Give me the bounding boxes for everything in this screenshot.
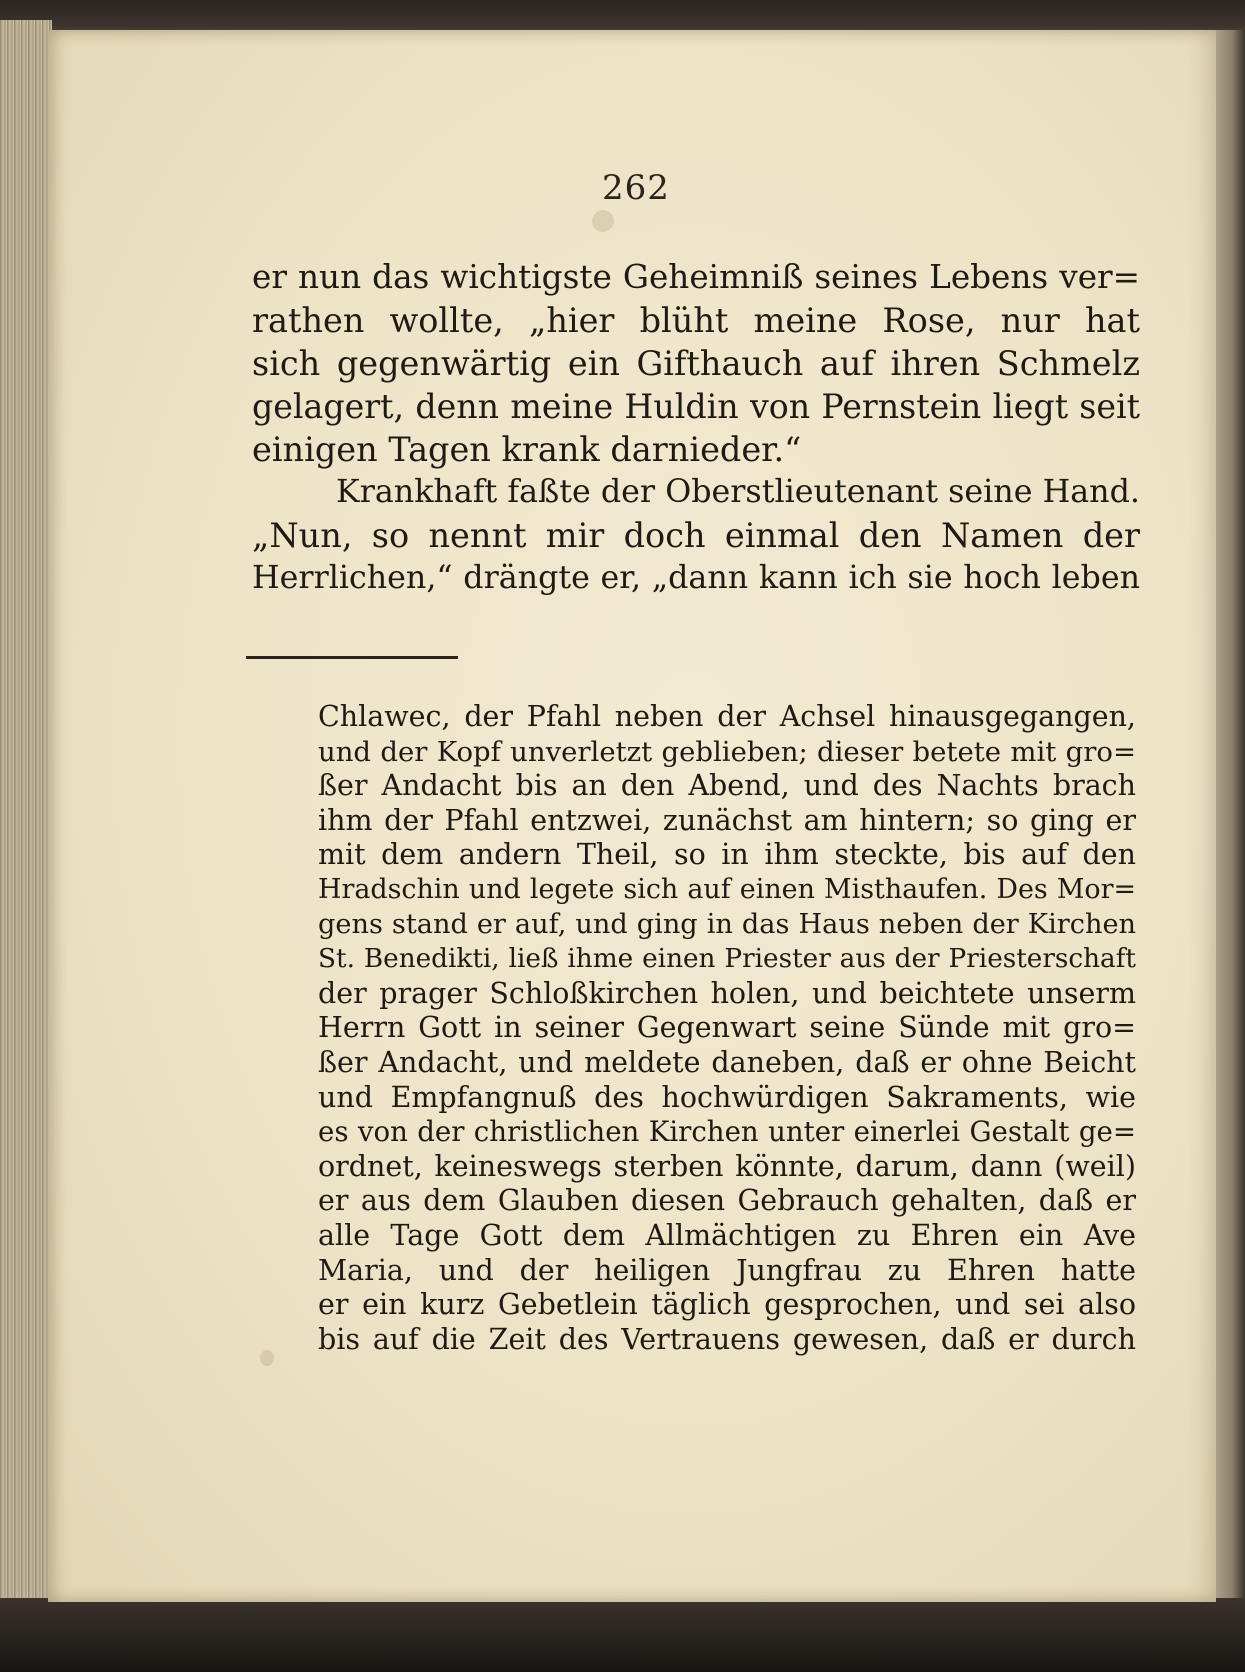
paper-stain xyxy=(260,1350,274,1366)
footnote-line: Hradschin und legete sich auf einen Misthaufen. Des Mor= xyxy=(318,873,1136,905)
text-line: sich gegenwärtig ein Gifthauch auf ihren Schmelz xyxy=(252,344,1140,383)
footnote-line: gens stand er auf, und ging in das Haus neben der Kirchen xyxy=(318,908,1136,940)
footnote-line: mit dem andern Theil, so in ihm steckte, bis auf den xyxy=(318,838,1136,872)
footnote-line: und der Kopf unverletzt geblieben; dieser betete mit gro= xyxy=(318,735,1136,768)
text-line: gelagert, denn meine Huldin von Pernstein liegt seit xyxy=(252,387,1140,426)
footnote-line: bis auf die Zeit des Vertrauens gewesen, daß er durch xyxy=(318,1322,1136,1356)
footnote-text xyxy=(318,700,1136,1357)
footnote-line: Chlawec, der Pfahl neben der Achsel hinausgegangen, xyxy=(318,700,1136,733)
page-number: 262 xyxy=(602,168,670,208)
book-right-edge xyxy=(1212,30,1245,1610)
paper-stain xyxy=(592,210,614,232)
footnote-divider xyxy=(246,656,458,659)
book-bottom-edge xyxy=(0,1598,1245,1672)
footnote-line: der prager Schloßkirchen holen, und beichtete unserm xyxy=(318,976,1136,1010)
footnote-line: er aus dem Glauben diesen Gebrauch gehalten, daß er xyxy=(318,1184,1136,1218)
footnote-line: ihm der Pfahl entzwei, zunächst am hintern; so ging er xyxy=(318,803,1136,837)
footnote-line: ßer Andacht, und meldete daneben, daß er ohne Beicht xyxy=(318,1045,1136,1079)
footnote-line: St. Benedikti, ließ ihme einen Priester aus der Priesterschaft xyxy=(318,944,1136,975)
book-left-edge xyxy=(0,20,52,1620)
text-line: „Nun, so nennt mir doch einmal den Namen der xyxy=(252,516,1140,555)
footnote-line: Maria, und der heiligen Jungfrau zu Ehren hatte xyxy=(318,1253,1136,1287)
text-line: einigen Tagen krank darnieder.“ xyxy=(252,430,802,469)
main-text xyxy=(252,256,1140,600)
footnote-line: Herrn Gott in seiner Gegenwart seine Sünde mit gro= xyxy=(318,1011,1136,1045)
text-line: er nun das wichtigste Geheimniß seines Lebens ver= xyxy=(252,258,1140,296)
text-line: Herrlichen,“ drängte er, „dann kann ich sie hoch leben xyxy=(252,560,1140,596)
text-line: Krankhaft faßte der Oberstlieutenant seine Hand. xyxy=(336,474,1140,510)
footnote-line: und Empfangnuß des hochwürdigen Sakraments, wie xyxy=(318,1080,1136,1114)
text-line: rathen wollte, „hier blüht meine Rose, nur hat xyxy=(252,301,1140,340)
footnote-line: ordnet, keineswegs sterben könnte, darum, dann (weil) xyxy=(318,1149,1136,1183)
footnote-line: er ein kurz Gebetlein täglich gesprochen, und sei also xyxy=(318,1288,1136,1322)
footnote-line: ßer Andacht bis an den Abend, und des Nachts brach xyxy=(318,769,1136,803)
footnote-line: alle Tage Gott dem Allmächtigen zu Ehren ein Ave xyxy=(318,1218,1136,1252)
footnote-line: es von der christlichen Kirchen unter einerlei Gestalt ge= xyxy=(318,1115,1136,1149)
